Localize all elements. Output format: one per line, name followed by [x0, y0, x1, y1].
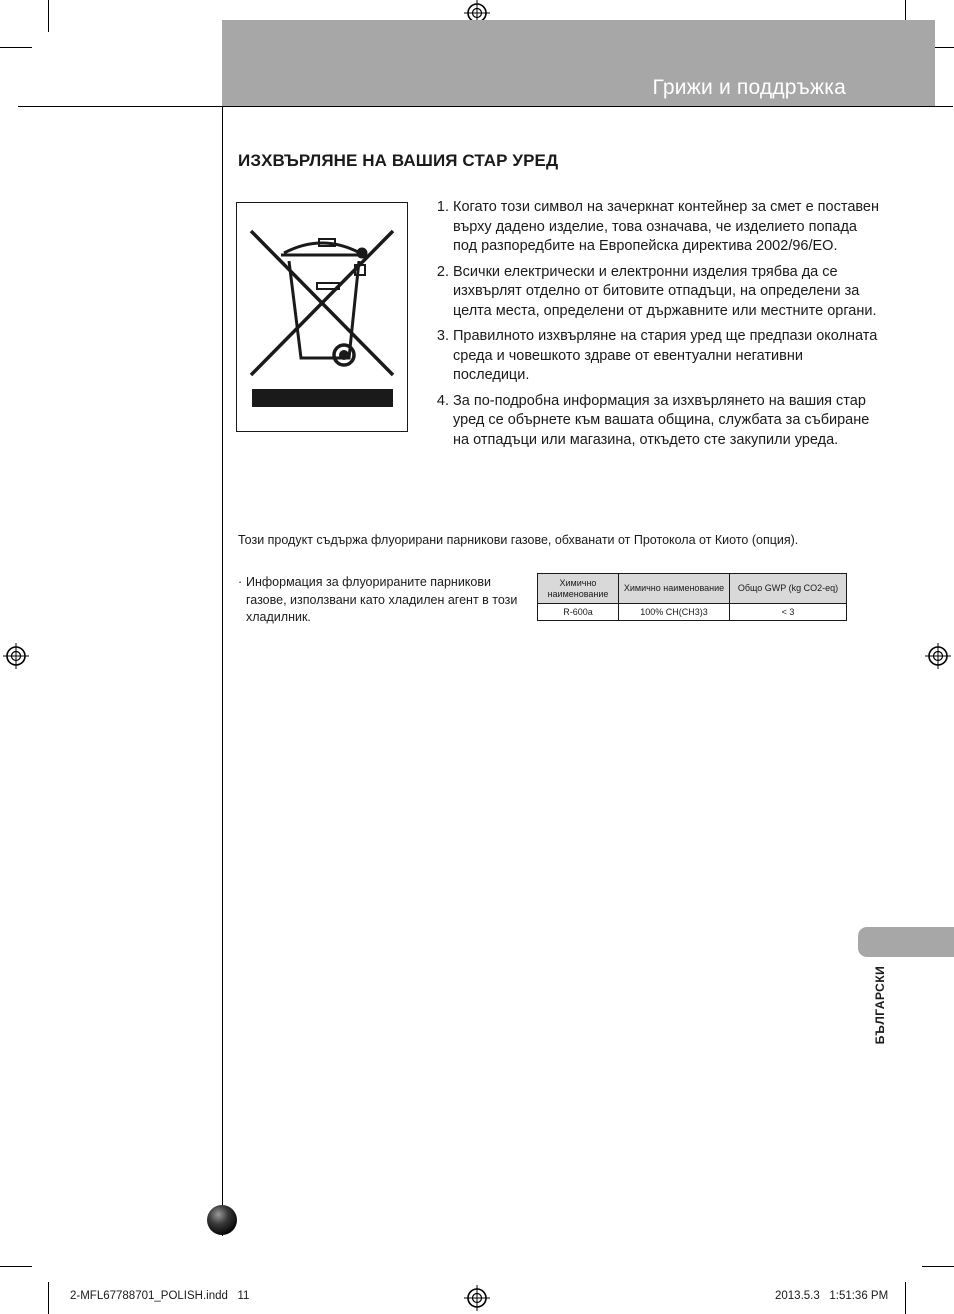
language-label-text: БЪЛГАРСКИ — [873, 965, 887, 1045]
page-header-title: Грижи и поддръжка — [652, 76, 846, 99]
crop-mark — [905, 1282, 906, 1314]
table-header-cell: Общо GWP (kg CO2-eq) — [730, 574, 847, 604]
crop-mark — [48, 0, 49, 32]
bullet-dot: · — [238, 575, 243, 589]
registration-mark-icon — [464, 1285, 490, 1311]
margin-rule — [222, 106, 223, 1236]
instruction-item: 1. Когато този символ на зачеркнат контейнер за смет е поставен върху дадено изделие, това означава, че изделието попада под разпоредбите на Европейска директива 2002/96/EO. — [453, 198, 883, 257]
page-marker-ball — [207, 1205, 237, 1235]
crop-mark — [922, 1266, 954, 1267]
table-cell: < 3 — [730, 604, 847, 621]
section-title: ИЗХВЪРЛЯНЕ НА ВАШИЯ СТАР УРЕД — [238, 151, 559, 170]
instruction-item: 2. Всички електрически и електронни изделия трябва да се изхвърлят отделно от битовите отпадъци, на определени за целта места, определени от държавните или местните органи. — [453, 263, 883, 322]
refrigerant-table — [537, 573, 847, 621]
registration-mark-icon — [925, 643, 951, 669]
language-tab — [858, 927, 954, 957]
registration-mark-icon — [3, 643, 29, 669]
fluorinated-gas-note: Този продукт съдържа флуорирани парникови газове, обхванати от Протокола от Киото (опция). — [238, 533, 799, 547]
table-cell: R-600a — [538, 604, 619, 621]
instructions-list — [428, 198, 883, 456]
table-row — [538, 604, 847, 621]
table-header-cell: Химично наименование — [619, 574, 730, 604]
bullet-text: Информация за флуорираните парникови газове, използвани като хладилен агент в този хладилник. — [246, 575, 518, 624]
crop-mark — [48, 1282, 49, 1314]
header-rule — [18, 106, 953, 107]
bullet-item — [238, 574, 530, 627]
footer-timestamp: 2013.5.3 1:51:36 PM — [775, 1290, 889, 1302]
footer-filename: 2-MFL67788701_POLISH.indd 11 — [70, 1290, 250, 1302]
instruction-item: 3. Правилното изхвърляне на стария уред ще предпази околната среда и човешкото здраве от евентуални негативни последици. — [453, 327, 883, 386]
weee-symbol-frame — [236, 202, 408, 432]
table-cell: 100% CH(CH3)3 — [619, 604, 730, 621]
crossed-out-wheelie-bin-icon — [237, 203, 407, 431]
language-label — [870, 965, 890, 1045]
header-band — [222, 20, 935, 106]
instruction-item: 4. За по-подробна информация за изхвърлянето на вашия стар уред се обърнете към вашата община, службата за събиране на отпадъци или магазина, откъдето сте закупили уреда. — [453, 392, 883, 451]
crop-mark — [0, 47, 32, 48]
table-header-row — [538, 574, 847, 604]
table-header-cell: Химично наименование — [538, 574, 619, 604]
crop-mark — [0, 1266, 32, 1267]
